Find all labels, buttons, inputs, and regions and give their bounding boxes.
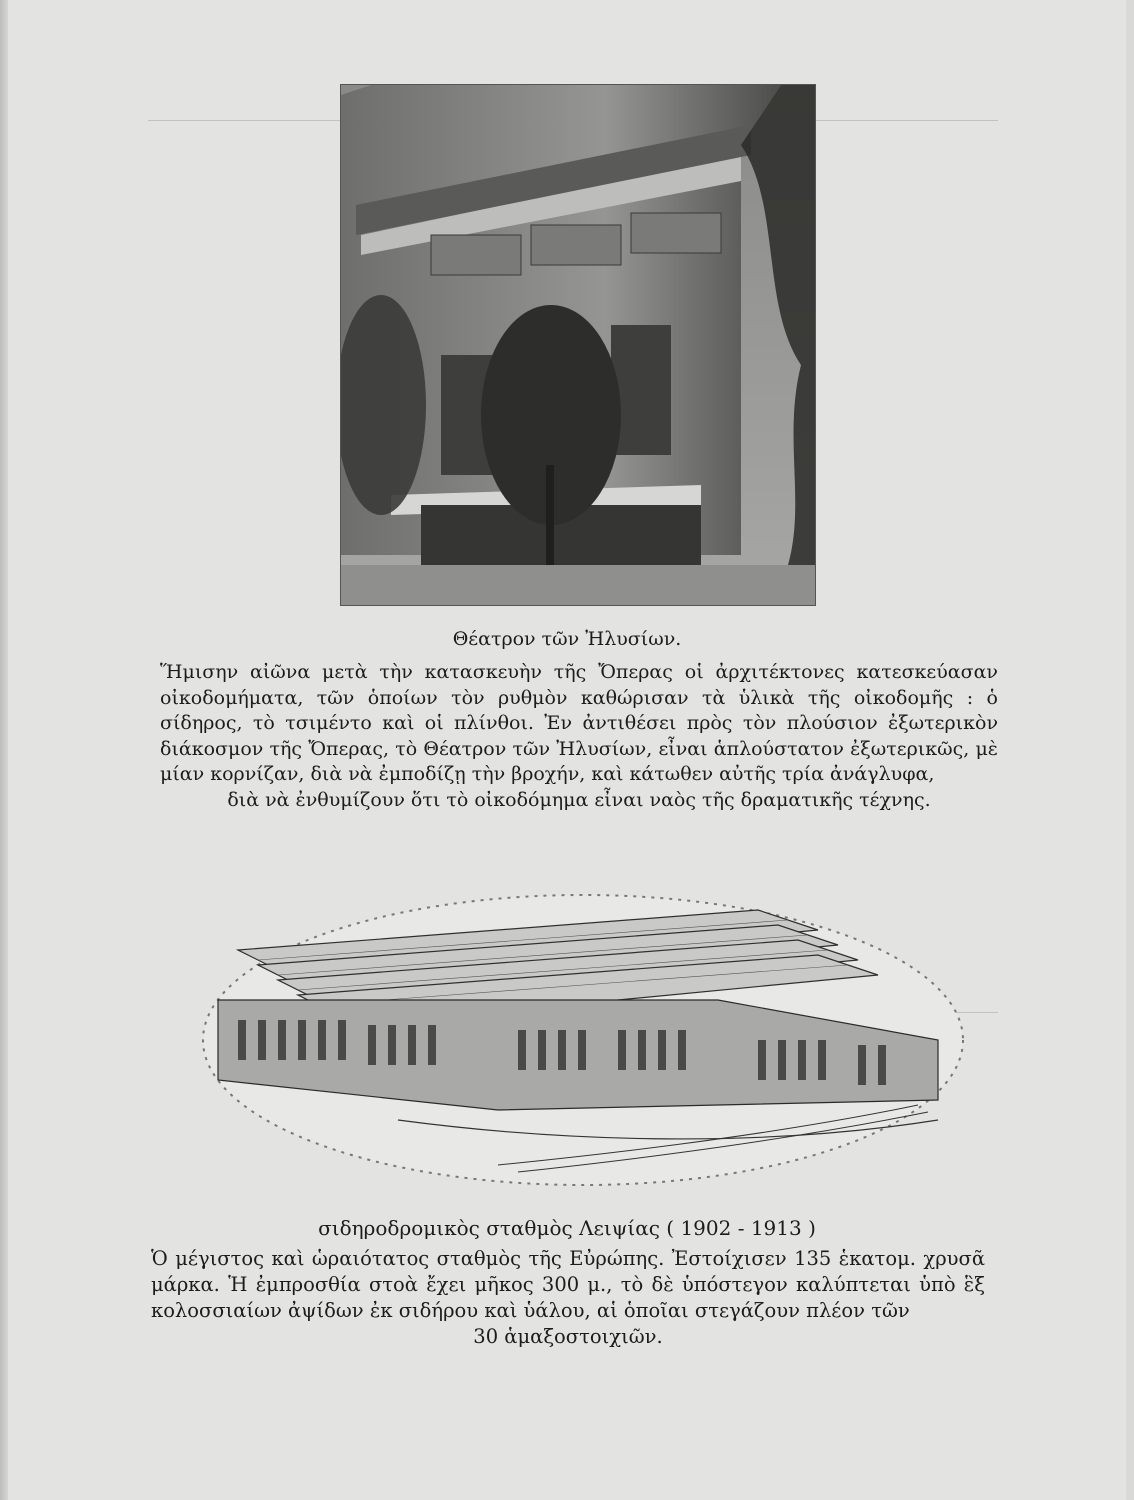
station-description: [151, 1246, 985, 1350]
station-description-last-line: 30 ἁμαξοστοιχιῶν.: [473, 1325, 663, 1348]
theatre-description-last-line: διὰ νὰ ἐνθυμίζουν ὅτι τὸ οἰκοδόμημα εἶναι ναὸς τῆς δραματικῆς τέχνης.: [227, 788, 931, 811]
leipzig-station-engraving: [198, 890, 968, 1190]
station-caption: σιδηροδρομικὸς σταθμὸς Λειψίας ( 1902 - 1913 ): [318, 1216, 816, 1240]
station-description-body: Ὁ μέγιστος καὶ ὡραιότατος σταθμὸς τῆς Εὐρώπης. Ἐστοίχισεν 135 ἑκατομ. χρυσᾶ μάρκα. Ἡ ἐμπροσθία στοὰ ἔχει μῆκος 300 μ., τὸ δὲ ὑπόστεγον καλύπτεται ὑπὸ ἓξ κολοσσιαίων ἀψίδων ἐκ σιδήρου καὶ ὑάλου, αἱ ὁποῖαι στεγάζουν πλέον τῶν: [151, 1247, 985, 1322]
theatre-photo: [340, 84, 816, 606]
book-page: [8, 0, 1126, 1500]
theatre-description: [160, 660, 998, 813]
theatre-caption: Θέατρον τῶν Ἠλυσίων.: [452, 628, 682, 650]
theatre-description-body: Ἥμισην αἰῶνα μετὰ τὴν κατασκευὴν τῆς Ὄπερας οἱ ἀρχιτέκτονες κατεσκεύασαν οἰκοδομήματα, τῶν ὁποίων τὸν ρυθμὸν καθώρισαν τὰ ὑλικὰ τῆς οἰκοδομῆς : ὁ σίδηρος, τὸ τσιμέντο καὶ οἱ πλίνθοι. Ἐν ἀντιθέσει πρὸς τὸν πλούσιον ἐξωτερικὸν διάκοσμον τῆς Ὄπερας, τὸ Θέατρον τῶν Ἠλυσίων, εἶναι ἁπλούστατον ἐξωτερικῶς, μὲ μίαν κορνίζαν, διὰ νὰ ἐμποδίζῃ τὴν βροχήν, καὶ κάτωθεν αὐτῆς τρία ἀνάγλυφα,: [160, 661, 998, 785]
